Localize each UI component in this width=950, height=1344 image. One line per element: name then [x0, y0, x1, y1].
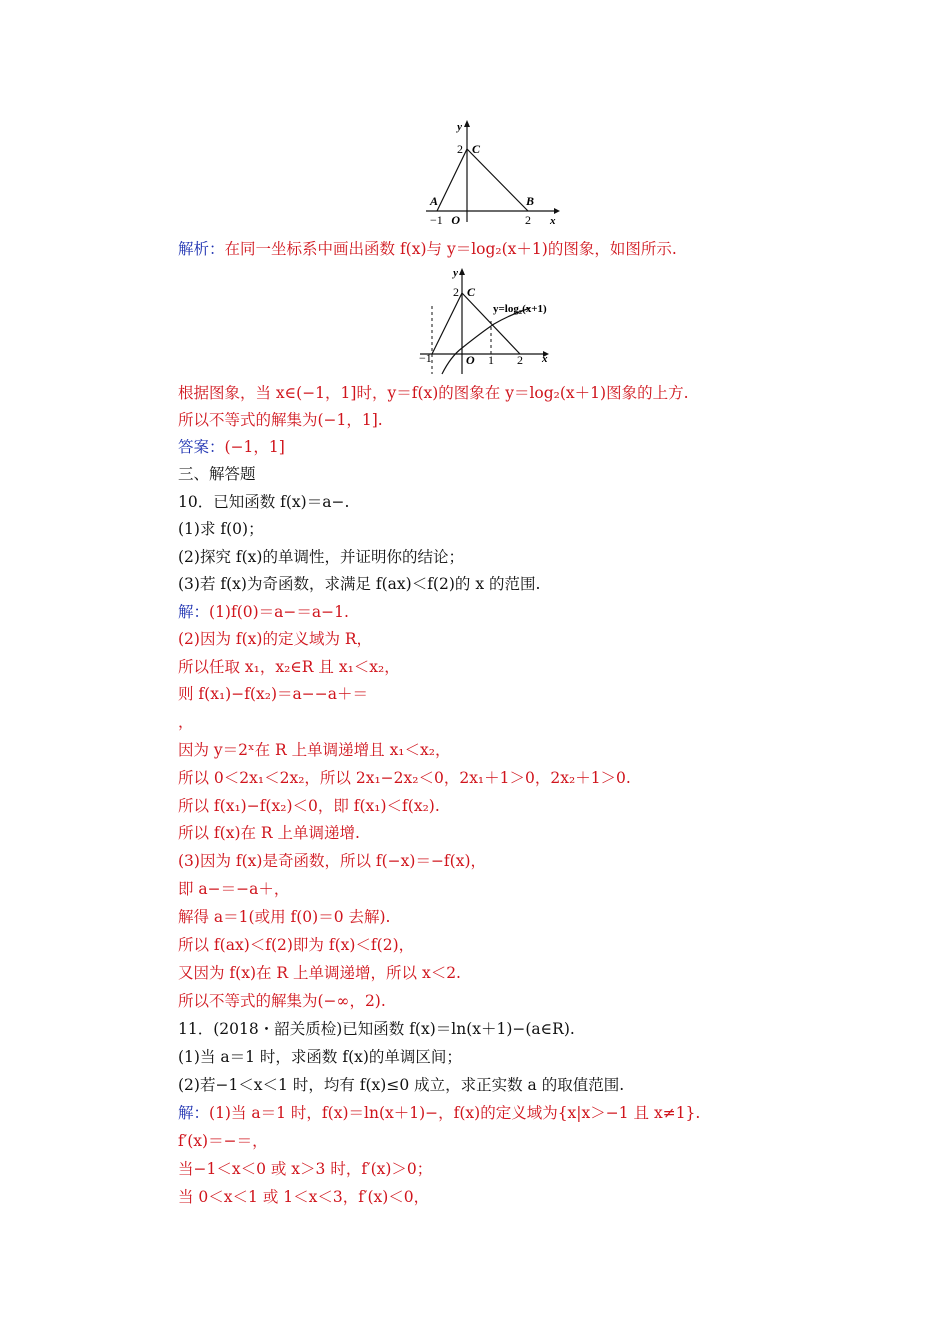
label-point-B: B	[526, 194, 535, 208]
text-line: 当 0＜x＜1 或 1＜x＜3，f′(x)＜0，	[178, 1188, 430, 1206]
text-line: 当−1＜x＜0 或 x＞3 时，f′(x)＞0；	[178, 1160, 433, 1178]
text-line: 所以 f(x)在 R 上单调递增.	[178, 824, 360, 842]
text-line: 根据图象，当 x∈(−1，1]时，y＝f(x)的图象在 y＝log₂(x＋1)图象的上方.	[178, 384, 689, 402]
label-point-A: A	[430, 194, 439, 208]
solution-prefix: 解：	[178, 603, 210, 621]
label-origin: O	[466, 353, 475, 367]
text-line: 所以不等式的解集为(−1，1].	[178, 411, 383, 429]
text-line: 即 a−＝−a＋，	[178, 880, 290, 898]
problem-10-part1: (1)求 f(0)；	[178, 520, 264, 538]
label-curve: y=log₂(x+1)	[493, 303, 547, 315]
figure-1-svg	[420, 118, 560, 226]
label-point-C: C	[467, 285, 476, 299]
analysis-intro: 解析：在同一坐标系中画出函数 f(x)与 y＝log₂(x＋1)的图象，如图所示.	[178, 240, 677, 258]
problem-10-part3: (3)若 f(x)为奇函数，求满足 f(ax)＜f(2)的 x 的范围.	[178, 575, 541, 593]
label-neg1: −1	[430, 213, 443, 226]
analysis-prefix: 解析：	[178, 240, 225, 258]
label-x-2: 2	[517, 353, 523, 367]
figure-triangle-graph	[420, 118, 560, 226]
text-line: 所以 f(ax)＜f(2)即为 f(x)＜f(2)，	[178, 936, 415, 954]
label-axis-x: x	[542, 353, 548, 365]
text-line: f′(x)＝−＝，	[178, 1132, 268, 1150]
text-line: 又因为 f(x)在 R 上单调递增，所以 x＜2.	[178, 964, 461, 982]
y-axis-arrow	[459, 268, 465, 275]
problem-10-part2: (2)探究 f(x)的单调性，并证明你的结论；	[178, 548, 464, 566]
problem-11-title: 11．(2018・韶关质检)已知函数 f(x)＝ln(x＋1)−(a∈R).	[178, 1020, 575, 1038]
label-x-1: 1	[488, 353, 494, 367]
text-line: 解得 a＝1(或用 f(0)＝0 去解).	[178, 908, 391, 926]
problem-11-part2: (2)若−1＜x＜1 时，均有 f(x)≤0 成立，求正实数 a 的取值范围.	[178, 1076, 625, 1094]
solution-11-line: 解：(1)当 a＝1 时，f(x)＝ln(x＋1)−，f(x)的定义域为{x|x＞−1 且 x≠1}.	[178, 1104, 701, 1122]
answer-prefix: 答案：	[178, 438, 225, 456]
text-line: (2)因为 f(x)的定义域为 R，	[178, 630, 373, 648]
y-axis-arrow	[464, 120, 470, 127]
text-line: 则 f(x₁)−f(x₂)＝a−−a＋＝	[178, 685, 368, 703]
solution-prefix: 解：	[178, 1104, 210, 1122]
text-line: (3)因为 f(x)是奇函数，所以 f(−x)＝−f(x)，	[178, 852, 487, 870]
triangle-lines	[437, 149, 528, 211]
solution-10-line: 解：(1)f(0)＝a−＝a−1.	[178, 603, 349, 621]
section-heading: 三、解答题	[178, 465, 256, 483]
label-axis-x: x	[550, 215, 556, 226]
text-line: 因为 y＝2ˣ在 R 上单调递增且 x₁＜x₂，	[178, 741, 451, 759]
figure-2-svg	[418, 266, 570, 376]
label-axis-y: y	[453, 267, 458, 279]
label-neg1: −1	[419, 351, 432, 365]
label-y-2: 2	[453, 285, 459, 299]
label-origin: O	[451, 213, 460, 226]
text-line: 所以 f(x₁)−f(x₂)＜0，即 f(x₁)＜f(x₂).	[178, 797, 440, 815]
problem-10-title: 10．已知函数 f(x)＝a−.	[178, 493, 350, 511]
label-x-2: 2	[525, 213, 531, 226]
x-axis-arrow	[554, 208, 560, 214]
answer-line: 答案：(−1，1]	[178, 438, 285, 456]
text-line: ，	[178, 713, 194, 731]
label-axis-y: y	[457, 121, 462, 133]
problem-11-part1: (1)当 a＝1 时，求函数 f(x)的单调区间；	[178, 1048, 462, 1066]
text-line: 所以任取 x₁，x₂∈R 且 x₁＜x₂，	[178, 658, 400, 676]
label-y-2: 2	[457, 142, 463, 156]
figure-triangle-log-graph	[418, 266, 570, 376]
text-line: 所以 0＜2x₁＜2x₂，所以 2x₁−2x₂＜0，2x₁＋1＞0，2x₂＋1＞0.	[178, 769, 631, 787]
text-line: 所以不等式的解集为(−∞，2).	[178, 992, 386, 1010]
label-point-C: C	[472, 142, 481, 156]
